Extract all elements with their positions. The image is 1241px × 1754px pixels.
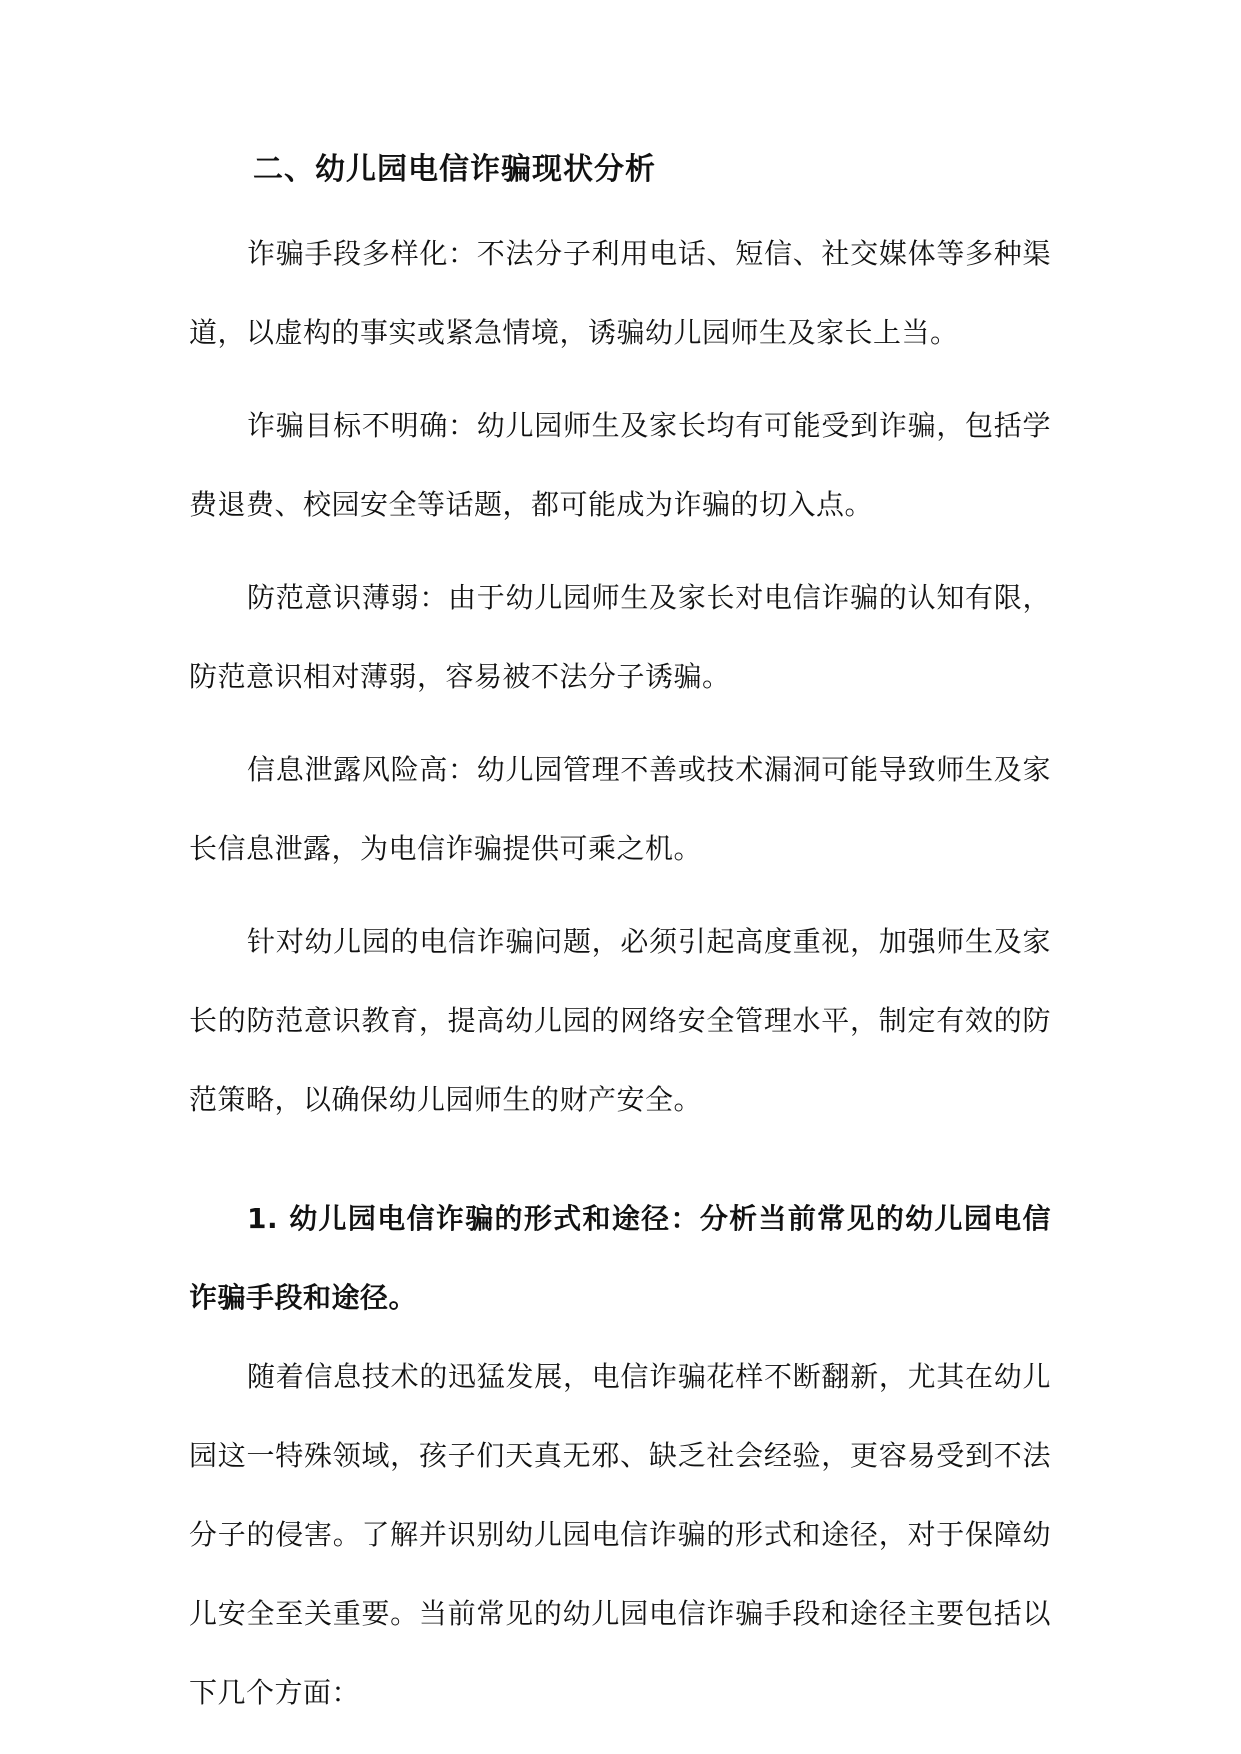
document-body [189,140,1051,1732]
paragraph-weak-awareness: 防范意识薄弱：由于幼儿园师生及家长对电信诈骗的认知有限，防范意识相对薄弱，容易被不法分子诱骗。 [189,581,1051,693]
paragraph-diverse-methods: 诈骗手段多样化：不法分子利用电话、短信、社交媒体等多种渠道，以虚构的事实或紧急情境，诱骗幼儿园师生及家长上当。 [189,237,1051,349]
paragraph-unclear-targets: 诈骗目标不明确：幼儿园师生及家长均有可能受到诈骗，包括学费退费、校园安全等话题，都可能成为诈骗的切入点。 [189,409,1051,521]
paragraph-summary: 针对幼儿园的电信诈骗问题，必须引起高度重视，加强师生及家长的防范意识教育，提高幼儿园的网络安全管理水平，制定有效的防范策略，以确保幼儿园师生的财产安全。 [189,925,1051,1116]
paragraph-info-leak-risk: 信息泄露风险高：幼儿园管理不善或技术漏洞可能导致师生及家长信息泄露，为电信诈骗提供可乘之机。 [189,753,1051,865]
subsection-paragraph: 随着信息技术的迅猛发展，电信诈骗花样不断翻新，尤其在幼儿园这一特殊领域，孩子们天真无邪、缺乏社会经验，更容易受到不法分子的侵害。了解并识别幼儿园电信诈骗的形式和途径，对于保障幼儿安全至关重要。当前常见的幼儿园电信诈骗手段和途径主要包括以下几个方面： [189,1360,1051,1709]
subsection-heading: 1. 幼儿园电信诈骗的形式和途径：分析当前常见的幼儿园电信诈骗手段和途径。 [189,1202,1051,1314]
section-heading: 二、幼儿园电信诈骗现状分析 [253,152,656,187]
